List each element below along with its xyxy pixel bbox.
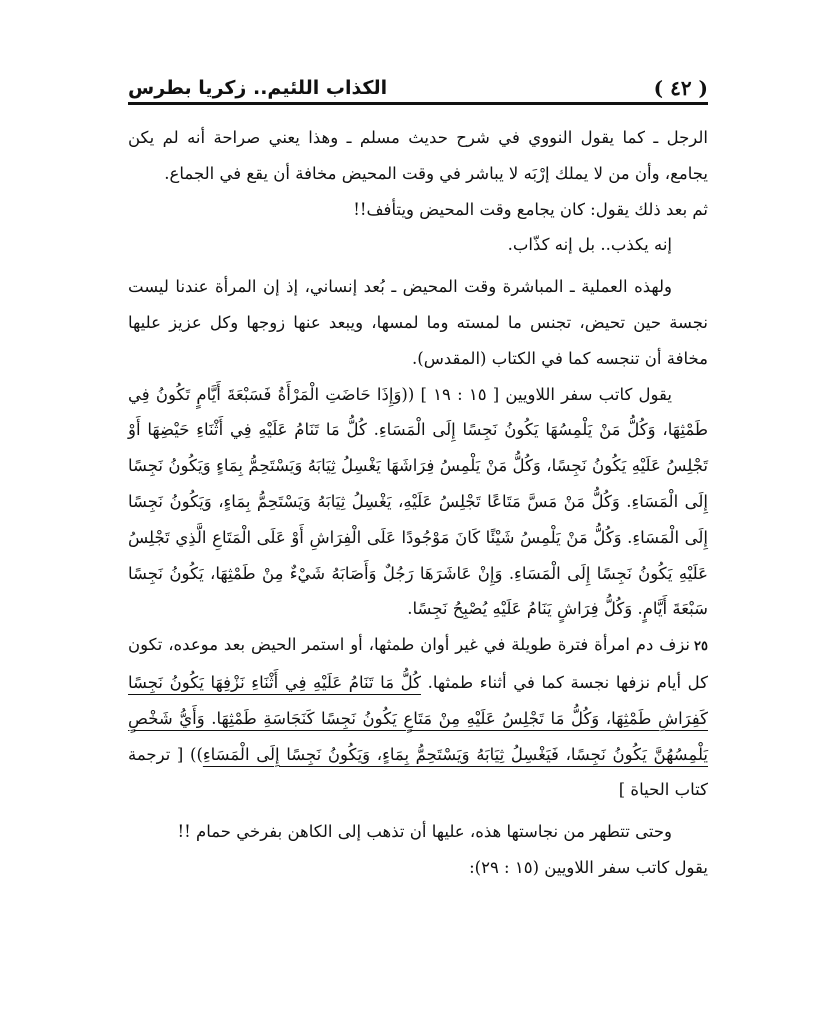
page-number: ( ٤٢ ): [653, 76, 708, 100]
paragraph-3: إنه يكذب.. بل إنه كذّاب.: [507, 235, 672, 255]
paragraph-1: الرجل ـ كما يقول النووي في شرح حديث مسلم ـ وهذا يعني صراحة أنه لم يكن يجامع، وأن من لا يملك إرْبَه لا يباشر في وقت المحيض مخافة أن يقع في الجماع.: [128, 128, 708, 183]
paragraph-6: [128, 627, 708, 808]
verse-number-tag: ٢٥: [694, 639, 708, 655]
paragraph-5: [128, 377, 708, 628]
paragraph-2: ثم بعد ذلك يقول: كان يجامع وقت المحيض ويتأفف!!: [353, 199, 708, 219]
page-header: [128, 72, 708, 105]
underlined-verse: كُلُّ مَا تَنَامُ عَلَيْهِ فِي أَثْنَاءِ نَزْفِهَا يَكُونُ نَجِسًا كَفِرَاشِ طَمْثِهَا، وَكُلُّ مَا تَجْلِسُ عَلَيْهِ مِنْ مَتَاعٍ يَكُونُ نَجِسًا كَنَجَاسَةِ طَمْثِهَا. وَأَيُّ شَخْصٍ يَلْمِسُهُنَّ يَكُونُ نَجِسًا، فَيَغْسِلُ ثِيَابَهُ وَيَسْتَحِمُّ بِمَاءٍ، وَيَكُونُ نَجِسًا إِلَى الْمَسَاءِ: [128, 672, 708, 764]
paragraph-7: وحتى تتطهر من نجاستها هذه، عليها أن تذهب إلى الكاهن بفرخي حمام !!: [177, 822, 672, 842]
paragraph-8: يقول كاتب سفر اللاويين (١٥ : ٢٩):: [469, 857, 708, 877]
verse-lead: نزف دم امرأة فترة طويلة في غير أوان طمثها، أو استمر الحيض بعد موعده، تكون كل أيام نزفها نجسة كما في أثناء طمثها.: [128, 635, 708, 692]
running-title: الكذاب اللئيم.. زكريا بطرس: [128, 77, 388, 99]
translation-citation: )) [ ترجمة كتاب الحياة ]: [128, 744, 708, 800]
verse-citation: يقول كاتب سفر اللاويين [ ١٥ : ١٩ ] ((: [401, 384, 672, 404]
paragraph-4: ولهذه العملية ـ المباشرة وقت المحيض ـ بُعد إنساني، إذ إن المرأة عندنا ليست نجسة حين تحيض، تجنس ما لمسته وما لمسها، ويبعد عنها زوجها وكل عزيز عليها مخافة أن تنجسه كما في الكتاب (المقدس).: [128, 277, 708, 368]
page-body: [128, 120, 708, 886]
verse-quote: وَإِذَا حَاضَتِ الْمَرْأَةُ فَسَبْعَةَ أَيَّامٍ تَكُونُ فِي طَمْثِهَا، وَكُلُّ مَنْ يَلْمِسُهَا يَكُونُ نَجِسًا إِلَى الْمَسَاءِ. كُلُّ مَا تَنَامُ عَلَيْهِ فِي أَثْنَاءِ حَيْضِهَا أَوْ تَجْلِسُ عَلَيْهِ يَكُونُ نَجِسًا، وَكُلُّ مَنْ يَلْمِسُ فِرَاشَهَا يَغْسِلُ ثِيَابَهُ وَيَسْتَحِمُّ بِمَاءٍ وَيَكُونُ نَجِسًا إِلَى الْمَسَاءِ. وَكُلُّ مَنْ مَسَّ مَتَاعًا تَجْلِسُ عَلَيْهِ، يَغْسِلُ ثِيَابَهُ وَيَسْتَحِمُّ بِمَاءٍ، وَيَكُونُ نَجِسًا إِلَى الْمَسَاءِ. وَكُلُّ مَنْ يَلْمِسُ شَيْئًا كَانَ مَوْجُودًا عَلَى الْفِرَاشِ أَوْ عَلَى الْمَتَاعِ الَّذِي تَجْلِسُ عَلَيْهِ يَكُونُ نَجِسًا إِلَى الْمَسَاءِ. وَإِنْ عَاشَرَهَا رَجُلٌ وَأَصَابَهُ شَيْءٌ مِنْ طَمْثِهَا، يَكُونُ نَجِسًا سَبْعَةَ أَيَّامٍ. وَكُلُّ فِرَاشٍ يَنَامُ عَلَيْهِ يُصْبِحُ نَجِسًا.: [128, 384, 709, 619]
